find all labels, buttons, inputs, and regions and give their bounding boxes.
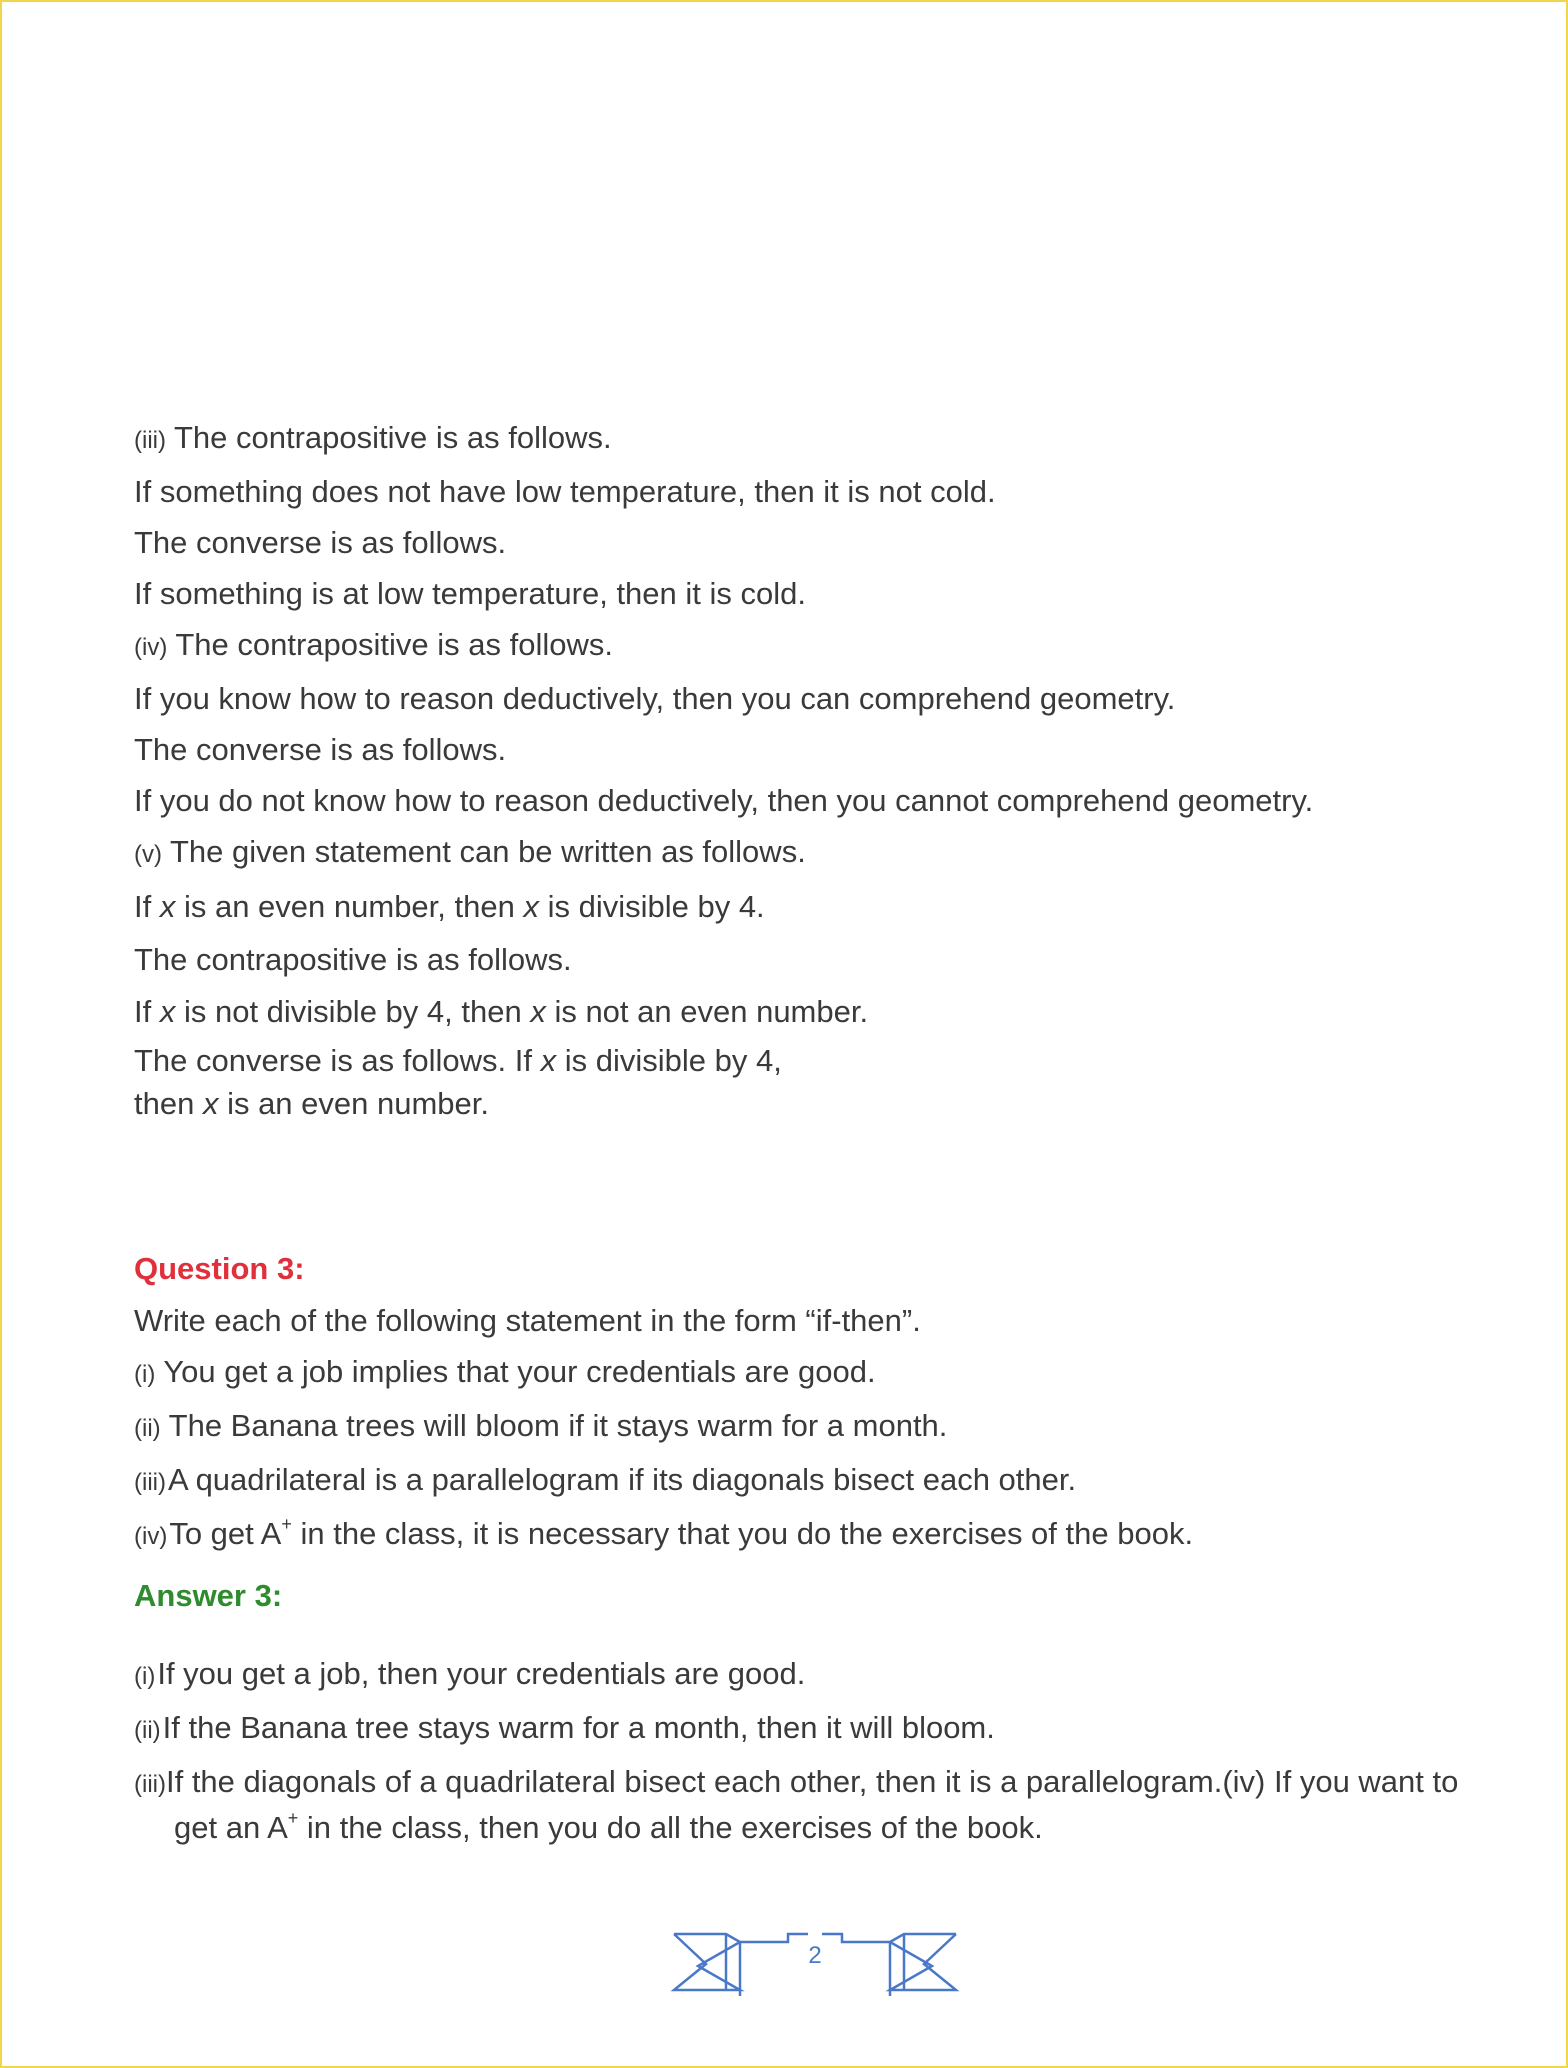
question-prompt: Write each of the following statement in the form “if-then”. (134, 1303, 921, 1338)
item-number: (iv) (134, 634, 168, 661)
text-line: If something is at low temperature, then it is cold. (134, 576, 806, 611)
item-number: (i) (134, 1361, 156, 1388)
item-text: The contrapositive is as follows. (175, 627, 613, 662)
question-item (134, 1400, 1464, 1454)
variable-x: x (159, 994, 176, 1029)
text-line (134, 1039, 1464, 1082)
question-item (134, 1346, 1464, 1400)
item-text: in the class, it is necessary that you do the exercises of the book. (291, 1516, 1194, 1551)
answer-item (134, 1648, 1464, 1702)
item-number: (iii) (134, 1771, 166, 1798)
text-line: If something does not have low temperature, then it is not cold. (134, 474, 996, 509)
text-line (134, 1082, 1464, 1125)
text-line: If you do not know how to reason deductively, then you cannot comprehend geometry. (134, 783, 1314, 818)
prev-iii-line (134, 412, 1464, 466)
text-line: If you know how to reason deductively, then you can comprehend geometry. (134, 681, 1176, 716)
answer-item (134, 1702, 1464, 1756)
text-part: is divisible by 4. (538, 889, 765, 924)
variable-x: x (202, 1086, 219, 1121)
item-number: (iii) (134, 1469, 166, 1496)
item-text: If the diagonals of a quadrilateral bisect each other, then it is a parallelogram.(iv) If you want to get an A (165, 1764, 1459, 1845)
item-number: (iii) (134, 427, 166, 454)
superscript-plus: + (287, 1808, 299, 1828)
text-part: If (134, 889, 160, 924)
answer-item (134, 1760, 1464, 1849)
answer-heading: Answer 3: (134, 1578, 283, 1613)
item-text: The Banana trees will bloom if it stays warm for a month. (168, 1408, 948, 1443)
item-text: If the Banana tree stays warm for a month, then it will bloom. (162, 1710, 995, 1745)
item-number: (iv) (134, 1523, 168, 1550)
text-part: then (134, 1086, 203, 1121)
page-number: 2 (808, 1942, 822, 1969)
item-number: (ii) (134, 1415, 161, 1442)
text-part: If (134, 994, 160, 1029)
item-text: in the class, then you do all the exercises of the book. (298, 1810, 1043, 1845)
text-part: is not divisible by 4, then (175, 994, 531, 1029)
question-heading: Question 3: (134, 1251, 305, 1286)
item-number: (v) (134, 841, 162, 868)
text-line (134, 985, 1464, 1039)
text-part: is an even number, then (175, 889, 524, 924)
text-line: The contrapositive is as follows. (134, 942, 572, 977)
question-item (134, 1454, 1464, 1508)
text-part: The converse is as follows. If (134, 1043, 541, 1078)
variable-x: x (523, 889, 539, 924)
variable-x: x (530, 994, 546, 1029)
text-part: is divisible by 4, (556, 1043, 782, 1078)
content (134, 412, 1464, 1849)
item-text: The contrapositive is as follows. (173, 420, 612, 455)
text-part: is not an even number. (545, 994, 869, 1029)
item-text: A quadrilateral is a parallelogram if its diagonals bisect each other. (167, 1462, 1077, 1497)
question-item (134, 1508, 1464, 1562)
text-part: is an even number. (218, 1086, 490, 1121)
text-line (134, 880, 1464, 934)
item-text: The given statement can be written as follows. (169, 834, 806, 869)
text-line: The converse is as follows. (134, 732, 507, 767)
variable-x: x (540, 1043, 557, 1078)
prev-iv-line (134, 619, 1464, 673)
item-number: (i) (134, 1663, 156, 1690)
text-line: The converse is as follows. (134, 525, 507, 560)
spacer (134, 1125, 1464, 1243)
variable-x: x (159, 889, 176, 924)
item-number: (ii) (134, 1717, 161, 1744)
item-text: If you get a job, then your credentials are good. (157, 1656, 806, 1691)
item-text: To get A (169, 1516, 282, 1551)
prev-v-line (134, 826, 1464, 880)
item-text: You get a job implies that your credentials are good. (163, 1354, 876, 1389)
superscript-plus: + (281, 1514, 292, 1534)
page-footer (670, 1926, 960, 1998)
